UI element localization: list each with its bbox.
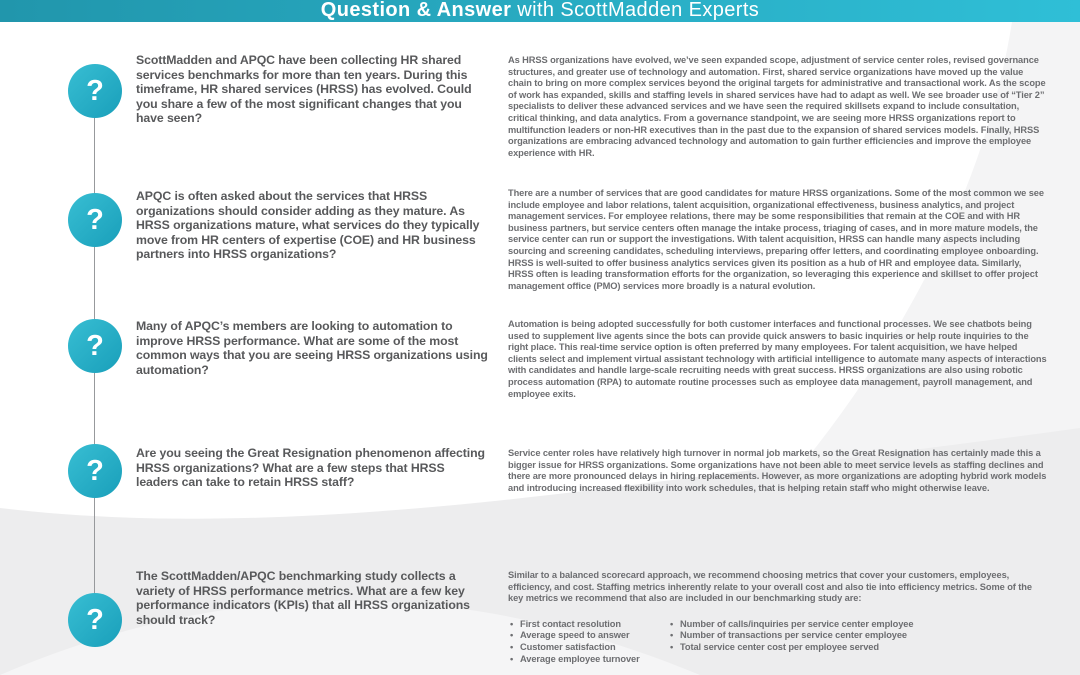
question-mark-glyph: ? [86,203,104,236]
kpi-item: • Number of transactions per service center employee [668,630,913,642]
question-mark-glyph: ? [86,603,104,636]
question-mark-glyph: ? [86,454,104,487]
answer-paragraph: Automation is being adopted successfully for both customer interfaces and functional processes. We see chatbots being used to supplement live agents since the bots can provide quick answers to basic inquiries or help route inquiries to the right place. This real-time service option is often preferred by many employees. For talent acquisition, we have helped clients select and implement virtual assistant technology with artificial intelligence to automate many aspects of interactions with candidates and handle large-scale recruiting needs with great success. HRSS organizations are also using robotic process automation (RPA) to automate routine processes such as employee data management, payroll management, and employee exits. [508,319,1047,399]
kpi-list-left [508,619,668,665]
question-mark-icon [68,193,122,247]
question-mark-icon [68,319,122,373]
page-title [0,0,1080,21]
page-title-rest: with ScottMadden Experts [511,0,760,21]
kpi-bullet-lists [508,619,1048,665]
kpi-item: • Average employee turnover [508,654,668,666]
kpi-item: • Total service center cost per employee served [668,642,913,654]
question-mark-icon [68,64,122,118]
question-mark-icon [68,444,122,498]
answer-paragraph: There are a number of services that are good candidates for mature HRSS organizations. Some of the most common we see include employee and labor relations, talent acquisition, organizational effectiveness, business analytics, and project management services. For employee relations, there may be some responsibilities that remain at the COE and with HR business partners, but service centers often manage the intake process, triaging of cases, and in more mature models, the service center can run or support the investigations. With talent acquisition, HRSS can handle many aspects including sourcing and screening candidates, scheduling interviews, preparing offer letters, and coordinating employee onboarding. HRSS is well-suited to offer business analytics services given its position as a hub of HR and employee data. Similarly, HRSS often is leading transformation efforts for the organization, so leveraging this experience and skillset to offer project management office (PMO) services more broadly is a natural evolution. [508,188,1044,291]
answer-text-3 [508,319,1048,400]
page-title-bold: Question & Answer [320,0,512,21]
answer-text-1 [508,55,1048,159]
kpi-item: • Number of calls/inquiries per service center employee [668,619,913,631]
kpi-list-right [668,619,913,665]
question-mark-icon [68,593,122,647]
question-mark-glyph: ? [86,329,104,362]
question-text-1: ScottMadden and APQC have been collecting HR shared services benchmarks for more than ten years. During this timeframe, HR shared services (HRSS) has evolved. Could you share a few of the most significant changes that you have seen? [136,53,472,126]
answer-paragraph: Similar to a balanced scorecard approach, we recommend choosing metrics that cover your customers, employees, efficiency, and cost. Staffing metrics inherently relate to your overall cost and also tie into efficiency metrics. Some of the key metrics we recommend that also are included in our benchmarking study are: [508,570,1032,604]
answer-text-4 [508,448,1048,494]
kpi-item: • Customer satisfaction [508,642,668,654]
header-bar [0,0,1080,22]
question-mark-glyph: ? [86,74,104,107]
question-text-4: Are you seeing the Great Resignation phenomenon affecting HRSS organizations? What are a few steps that HRSS leaders can take to retain HRSS staff? [136,446,485,490]
answer-paragraph: As HRSS organizations have evolved, we’ve seen expanded scope, adjustment of service center roles, revised governance structures, and greater use of technology and automation. First, shared service organizations have moved up the value chain to bring on more complex services beyond the original targets for administrative and transactional work. As the scope of work has expanded, skills and staffing levels in shared services have had to adapt as well. We see broader use of “Tier 2” specialists to deliver these advanced services and we have seen the required skillsets expand to include consultation, critical thinking, and data analytics. From a governance standpoint, we are seeing more HRSS organizations report to multifunction leaders or non-HR executives than in the past due to the expansion of shared services models. Finally, HRSS organizations are embracing advanced technology and automation to gain further efficiencies and improve the employee experience with HR. [508,55,1046,158]
kpi-item: • Average speed to answer [508,630,668,642]
answer-text-5 [508,570,1048,665]
question-text-2: APQC is often asked about the services that HRSS organizations should consider adding as they mature. As HRSS organizations mature, what services do they typically move from HR centers of expertise (COE) and HR business partners into HRSS organizations? [136,189,480,262]
kpi-item: • First contact resolution [508,619,668,631]
question-text-5: The ScottMadden/APQC benchmarking study collects a variety of HRSS performance metrics. What are a few key performance indicators (KPIs) that all HRSS organizations should track? [136,569,470,627]
answer-text-2 [508,188,1048,292]
question-text-3: Many of APQC’s members are looking to automation to improve HRSS performance. What are some of the most common ways that you are seeing HRSS organizations using automation? [136,319,488,377]
answer-paragraph: Service center roles have relatively high turnover in normal job markets, so the Great Resignation has certainly made this a bigger issue for HRSS organizations. Some organizations have not been able to meet service levels as staffing declines and there are more pronounced delays in hiring replacements. However, as more organizations are adopting hybrid work models and introducing increased flexibility into work schedules, that is helping retain staff who might otherwise leave. [508,448,1047,493]
